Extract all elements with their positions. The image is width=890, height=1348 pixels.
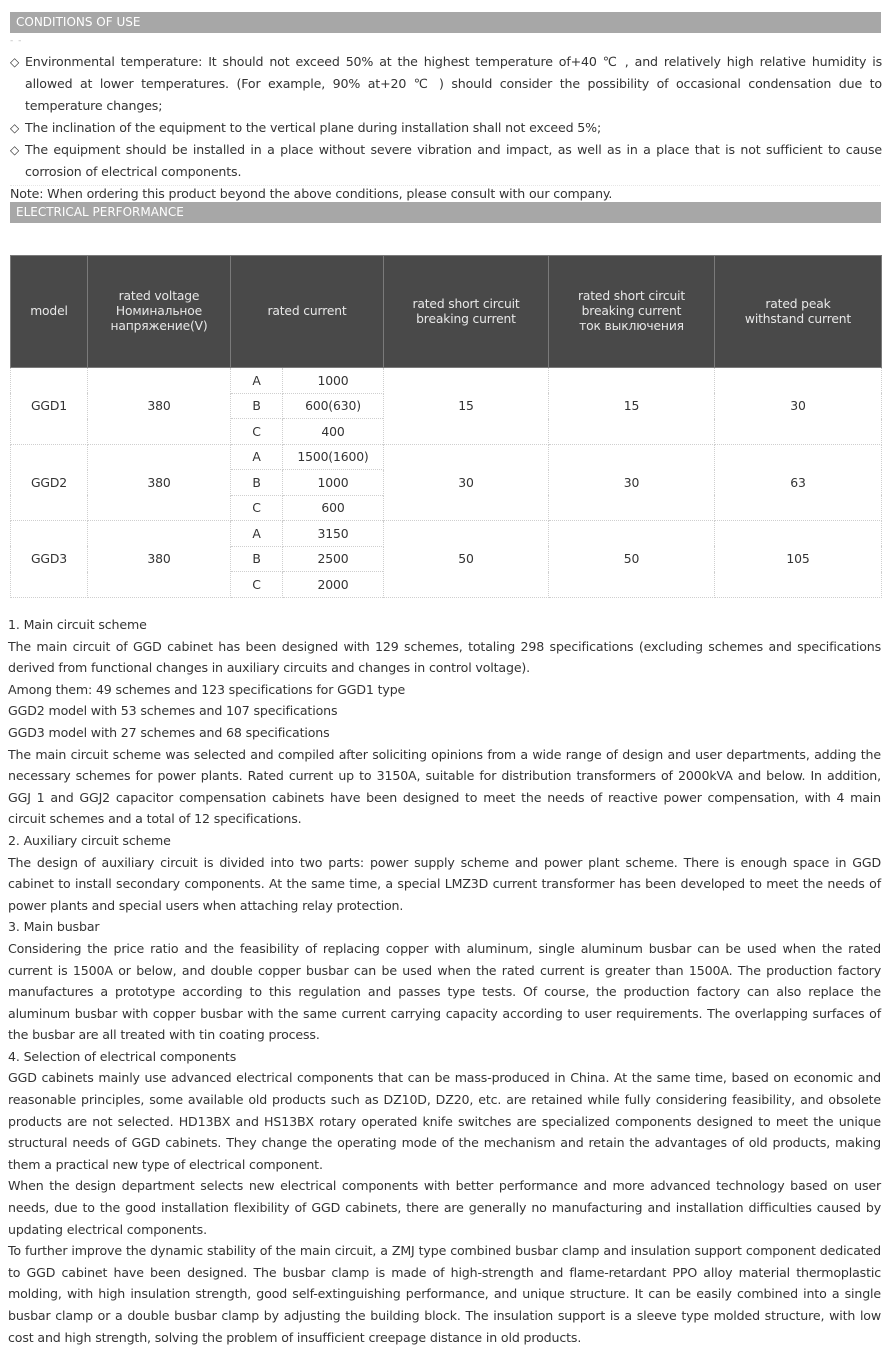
condition-item — [10, 139, 882, 183]
cell-short-breaking-ru: 30 — [549, 444, 715, 521]
cell-grade: A — [231, 521, 283, 547]
cell-short-breaking-ru: 50 — [549, 521, 715, 598]
paragraph: The design of auxiliary circuit is divided into two parts: power supply scheme and power plant scheme. There is enough space in GGD cabinet to install secondary components. At the same time, a special LMZ3D current transformer has been developed to meet the needs of power plants and special users when attaching relay protection. — [8, 854, 881, 913]
cell-current: 600(630) — [283, 393, 384, 419]
cell-voltage: 380 — [88, 521, 231, 598]
paragraph: The main circuit of GGD cabinet has been designed with 129 schemes, totaling 298 specifications (excluding schemes and specifications derived from functional changes in auxiliary circuits and changes in control voltage). — [8, 638, 881, 676]
cell-short-breaking: 30 — [384, 444, 549, 521]
cell-current: 3150 — [283, 521, 384, 547]
condition-text: Environmental temperature: It should not exceed 50% at the highest temperature of+40 ℃ , and relatively high relative humidity is allowed at lower temperatures. (For example, 90% at+20 ℃ ) should consider the possibility of occasional condensation due to temperature changes; — [25, 54, 882, 113]
col-header-current: rated current — [231, 256, 384, 368]
divider — [10, 185, 880, 186]
conditions-list — [10, 51, 882, 205]
cell-current: 2000 — [283, 572, 384, 598]
cell-model: GGD3 — [11, 521, 88, 598]
cell-peak: 63 — [715, 444, 882, 521]
col-header-short-breaking: rated short circuit breaking current — [384, 256, 549, 368]
table-row — [11, 444, 882, 470]
col-header-short-breaking-ru: rated short circuit breaking current ток выключения — [549, 256, 715, 368]
cell-short-breaking-ru: 15 — [549, 368, 715, 445]
paragraph: GGD3 model with 27 schemes and 68 specifications — [8, 724, 330, 740]
cell-model: GGD2 — [11, 444, 88, 521]
cell-current: 600 — [283, 495, 384, 521]
conditions-note: Note: When ordering this product beyond the above conditions, please consult with our company. — [10, 186, 613, 201]
cell-grade: A — [231, 444, 283, 470]
cell-model: GGD1 — [11, 368, 88, 445]
cell-grade: A — [231, 368, 283, 394]
cell-grade: B — [231, 546, 283, 572]
cell-peak: 105 — [715, 521, 882, 598]
col-header-voltage: rated voltage Номинальное напряжение(V) — [88, 256, 231, 368]
cell-current: 1000 — [283, 470, 384, 496]
diamond-bullet-icon: ◇ — [10, 55, 20, 69]
condition-text: The equipment should be installed in a place without severe vibration and impact, as well as in a place that is not sufficient to cause corrosion of electrical components. — [25, 142, 882, 179]
cell-short-breaking: 50 — [384, 521, 549, 598]
paragraph: To further improve the dynamic stability of the main circuit, a ZMJ type combined busbar clamp and insulation support component dedicated to GGD cabinet have been designed. The busbar clamp is made of high-strength and flame-retardant PPO alloy material thermoplastic molding, with high insulation strength, good self-extinguishing performance, and unique structure. It can be easily combined into a single busbar clamp or a double busbar clamp by adjusting the building block. The insulation support is a sleeve type molded structure, with low cost and high strength, solving the problem of insufficient creepage distance in old products. — [8, 1243, 881, 1345]
cell-grade: C — [231, 572, 283, 598]
section-heading: 4. Selection of electrical components — [8, 1048, 237, 1064]
table-row — [11, 521, 882, 547]
conditions-header: CONDITIONS OF USE — [10, 12, 881, 33]
cell-peak: 30 — [715, 368, 882, 445]
divider-dots: - - — [10, 36, 23, 46]
col-header-model: model — [11, 256, 88, 368]
paragraph: Among them: 49 schemes and 123 specifications for GGD1 type — [8, 681, 406, 697]
section-heading: 1. Main circuit scheme — [8, 617, 147, 632]
cell-short-breaking: 15 — [384, 368, 549, 445]
paragraph: Considering the price ratio and the feasibility of replacing copper with aluminum, single aluminum busbar can be used when the rated current is 1500A or below, and double copper busbar can be used when the rated current is greater than 1500A. The production factory manufactures a prototype according to this regulation and passes type tests. Of course, the production factory can also replace the aluminum busbar with copper busbar with the same current carrying capacity according to user requirements. The overlapping surfaces of the busbar are all treated with tin coating process. — [8, 940, 881, 1043]
condition-item — [10, 117, 882, 139]
paragraph: When the design department selects new electrical components with better performance and more advanced technology based on user needs, due to the good installation flexibility of GGD cabinets, there are generally no manufacturing and installation difficulties caused by updating electrical components. — [8, 1178, 881, 1237]
condition-text: The inclination of the equipment to the vertical plane during installation shall not exceed 5%; — [25, 120, 602, 135]
electrical-header: ELECTRICAL PERFORMANCE — [10, 202, 881, 223]
cell-grade: C — [231, 495, 283, 521]
cell-grade: B — [231, 393, 283, 419]
section-heading: 3. Main busbar — [8, 919, 100, 935]
table-row — [11, 368, 882, 394]
diamond-bullet-icon: ◇ — [10, 121, 20, 135]
cell-current: 400 — [283, 419, 384, 445]
paragraph: The main circuit scheme was selected and compiled after soliciting opinions from a wide range of design and user departments, adding the necessary schemes for power plants. Rated current up to 3150A, suitable for distribution transformers of 2000kVA and below. In addition, GGJ 1 and GGJ2 capacitor compensation cabinets have been designed to meet the needs of reactive power compensation, with 4 main circuit schemes and a total of 12 specifications. — [8, 746, 881, 827]
electrical-performance-table — [10, 255, 882, 598]
diamond-bullet-icon: ◇ — [10, 143, 20, 157]
table-header-row — [11, 256, 882, 368]
section-heading: 2. Auxiliary circuit scheme — [8, 832, 171, 848]
cell-grade: B — [231, 470, 283, 496]
cell-current: 2500 — [283, 546, 384, 572]
col-header-peak: rated peak withstand current — [715, 256, 882, 368]
cell-voltage: 380 — [88, 368, 231, 445]
condition-item — [10, 51, 882, 117]
paragraph: GGD cabinets mainly use advanced electrical components that can be mass-produced in China. At the same time, based on economic and reasonable principles, some available old products such as DZ10D, DZ20, etc. are retained while fully considering feasibility, and obsolete products are not selected. HD13BX and HS13BX rotary operated knife switches are specialized components designed to meet the unique structural needs of GGD cabinets. They change the operating mode of the mechanism and retain the advantages of old products, making them a practical new type of electrical component. — [8, 1070, 881, 1172]
paragraph: GGD2 model with 53 schemes and 107 specifications — [8, 703, 338, 719]
description-body — [8, 614, 881, 1348]
cell-grade: C — [231, 419, 283, 445]
cell-voltage: 380 — [88, 444, 231, 521]
cell-current: 1500(1600) — [283, 444, 384, 470]
cell-current: 1000 — [283, 368, 384, 394]
